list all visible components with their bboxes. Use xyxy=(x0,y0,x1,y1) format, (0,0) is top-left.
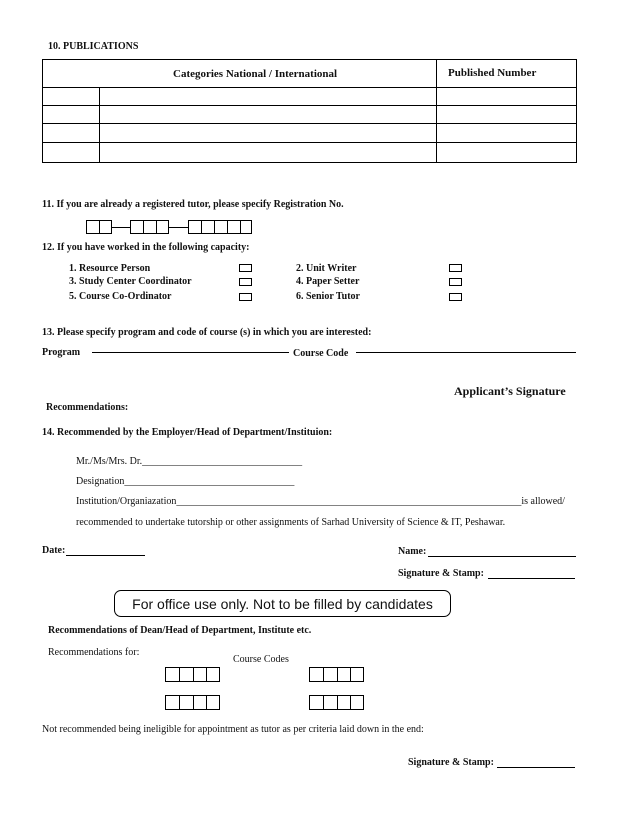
program-label: Program xyxy=(42,347,81,358)
final-signature-label: Signature & Stamp: xyxy=(408,757,494,768)
signature-stamp-field[interactable] xyxy=(488,578,575,579)
checkbox-paper-setter[interactable] xyxy=(449,278,462,286)
office-use-note xyxy=(114,590,451,617)
registration-question: 11. If you are already a registered tutor, please specify Registration No. xyxy=(42,199,344,210)
col-categories: Categories National / International xyxy=(173,68,338,80)
course-code-field[interactable] xyxy=(356,352,576,353)
recommend-text: recommended to undertake tutorship or other assignments of Sarhad University of Science & IT, Peshawar. xyxy=(76,517,506,528)
name-label: Name: xyxy=(398,546,427,557)
recommendations-label: Recommendations: xyxy=(46,402,129,413)
publications-heading: 10. PUBLICATIONS xyxy=(48,41,139,52)
course-code-label: Course Code xyxy=(293,348,349,359)
capacity-study-center-coordinator: 3. Study Center Coordinator xyxy=(69,276,192,287)
date-field[interactable] xyxy=(66,555,145,556)
employer-question: 14. Recommended by the Employer/Head of Department/Instituion: xyxy=(42,427,333,438)
recommendations-for-label: Recommendations for: xyxy=(48,647,140,658)
signature-stamp-label: Signature & Stamp: xyxy=(398,568,484,579)
capacity-senior-tutor: 6. Senior Tutor xyxy=(296,291,360,302)
name-field[interactable] xyxy=(428,556,576,557)
office-use-text: For office use only. Not to be filled by candidates xyxy=(132,595,433,612)
capacity-resource-person: 1. Resource Person xyxy=(69,263,151,274)
designation-line[interactable]: Designation__________________________________ xyxy=(76,476,295,487)
dean-heading: Recommendations of Dean/Head of Department, Institute etc. xyxy=(48,625,312,636)
program-question: 13. Please specify program and code of course (s) in which you are interested: xyxy=(42,327,372,338)
checkbox-senior-tutor[interactable] xyxy=(449,293,462,301)
capacity-unit-writer: 2. Unit Writer xyxy=(296,263,357,274)
col-published-number: Published Number xyxy=(448,67,537,79)
date-label: Date: xyxy=(42,545,66,556)
checkbox-study-center-coordinator[interactable] xyxy=(239,278,252,286)
capacity-question: 12. If you have worked in the following capacity: xyxy=(42,242,250,253)
final-signature-field[interactable] xyxy=(497,767,575,768)
capacity-course-coordinator: 5. Course Co-Ordinator xyxy=(69,291,172,302)
course-codes-label: Course Codes xyxy=(233,654,289,665)
publications-table xyxy=(42,59,577,163)
checkbox-course-coordinator[interactable] xyxy=(239,293,252,301)
applicant-signature: Applicant’s Signature xyxy=(454,384,566,398)
checkbox-unit-writer[interactable] xyxy=(449,264,462,272)
not-recommended-text: Not recommended being ineligible for appointment as tutor as per criteria laid down in the end: xyxy=(42,724,424,735)
checkbox-resource-person[interactable] xyxy=(239,264,252,272)
program-field[interactable] xyxy=(92,352,289,353)
capacity-paper-setter: 4. Paper Setter xyxy=(296,276,360,287)
name-line[interactable]: Mr./Ms/Mrs. Dr.________________________________ xyxy=(76,456,303,467)
institution-line[interactable]: Institution/Organiazation_____________________________________________________________________is allowed/ xyxy=(76,496,565,507)
